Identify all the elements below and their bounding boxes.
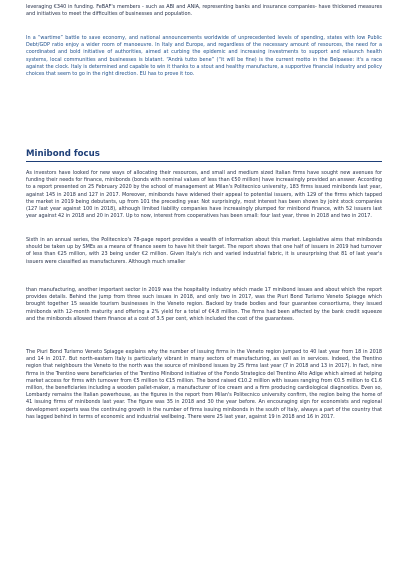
section-paragraph-4: The Piuri Bond Turismo Veneto Spiagge explains why the number of issuing firms in the Veneto region jumped to 40 last year from 18 in 2018 and 14 in 2017. But north-eastern Italy is particularly vibrant in many sectors of manufacturing, as well as in services. Indeed, the Trentino region that neighbours the Veneto to the north was the source of minibond issues by 25 firms last year (7 in 2018 and 13 in 2017). In fact, nine firms in the Trentino were beneficiaries of the Trentino Minibond initiative of the Fondo Strategico del Trentino Alto Adige which aimed at helping market access for firms with turnover from €5 million to €15 million. The bond raised €10.2 million with issues ranging from €0.5 million to €1.6 million, the beneficiaries including a wooden pallet-maker, a manufacturer of ice cream and a firm producing cardiological diagnostics. Even so, Lombardy remains the Italian powerhouse, as the figures in the report from Milan's Politecnico university confirm, the region being the home of 41 issuing firms of minibonds last year. The figure was 35 in 2018 and 30 the year before. An encouraging sign for economists and regional development experts was the continuing growth in the number of firms issuing minibonds in the south of Italy, always a part of the country that has lagged behind in terms of economic and industrial wellbeing. There were 25 last year, against 19 in 2018 and 16 in 2017. xyxy=(26,349,382,420)
section-divider xyxy=(26,161,382,162)
intro-paragraph-2-block xyxy=(26,35,382,78)
intro-paragraph-1-block xyxy=(26,4,382,18)
section-title: Minibond focus xyxy=(26,149,100,159)
section-paragraph-3-block xyxy=(26,287,382,323)
section-paragraph-1-block xyxy=(26,170,382,220)
intro-paragraph-2: In a “wartime” battle to save economy, and national announcements worldwide of unprecedented levels of spending, states with low Public Debt/GDP ratio enjoy a wider room of manoeuvre. In Italy and Europe, and regardless of the necessary amount of resources, the need for a coordinated and bold initiative of authorities, aimed at curbing the epidemic and increasing investments to support and relaunch health systems, local communities and businesses is blatant. “Andrà tutto bene” (“it will be fine) is the current motto in the Belpaese: it's a race against the clock. Italy is determined and capable to win it thanks to a stout and healthy manufacture, a supportive financial industry and policy choices that seem to go in the right direction. EU has to prove it too. xyxy=(26,35,382,78)
intro-paragraph-1: leveraging €340 in funding. FeBAF's members - such as ABI and ANIA, representing banks and insurance companies- have thickened measures and initiatives to meet the difficulties of businesses and population. xyxy=(26,4,382,18)
section-paragraph-4-block xyxy=(26,349,382,421)
section-paragraph-2: Sixth in an annual series, the Politecnico's 78-page report provides a wealth of information about this market. Legislative aims that minibonds should be taken up by SMEs as a means of finance seem to have hit their target. The report shows that one half of issuers in 2019 had turnover of less than €25 million, with 23 being under €2 million. Given Italy's rich and varied industrial fabric, it is unsurprising that 81 of last year's issuers were classified as manufacturers. Although much smaller xyxy=(26,237,382,265)
section-paragraph-1: As investors have looked for new ways of allocating their resources, and small and medium sized Italian firms have sought new avenues for funding their needs for finance, minibonds (bonds with nominal values of less than €50 million) have increasingly provided an answer. According to a report presented on 25 February 2020 by the school of management at Milan's Politecnico university, 183 firms issued minibonds last year, against 145 in 2018 and 127 in 2017. Moreover, minibonds have widened their appeal to potential issuers, with 129 of the firms which tapped the market in 2019 being debutants, up from 101 the preceding year. Not surprisingly, most interest has been shown by joint stock companies (127 last year against 100 in 2018), although limited liability companies have increasingly plumped for minibond finance, with 52 issuers last year against 42 in 2018 and 20 in 2017. Up to now, interest from cooperatives has been small: four last year, three in 2018 and two in 2017. xyxy=(26,170,382,220)
section-paragraph-2-block xyxy=(26,237,382,266)
section-paragraph-3: than manufacturing, another important sector in 2019 was the hospitality industry which made 17 minibond issues and about which the report provides details. Behind the jump from three such issues in 2018, and only two in 2017, was the Piuri Bond Turismo Veneto Spiagge which brought together 15 seaside tourism businesses in the Veneto region. Backed by trade bodies and four guarantee consortiums, they issued minibonds with 12-month maturity and offering a 2% yield for a total of €4.8 million. The firms had been affected by the bank credit squeeze and the minibonds allowed them finance at a cost of 3.5 per cent, which included the cost of the guarantees. xyxy=(26,287,382,322)
